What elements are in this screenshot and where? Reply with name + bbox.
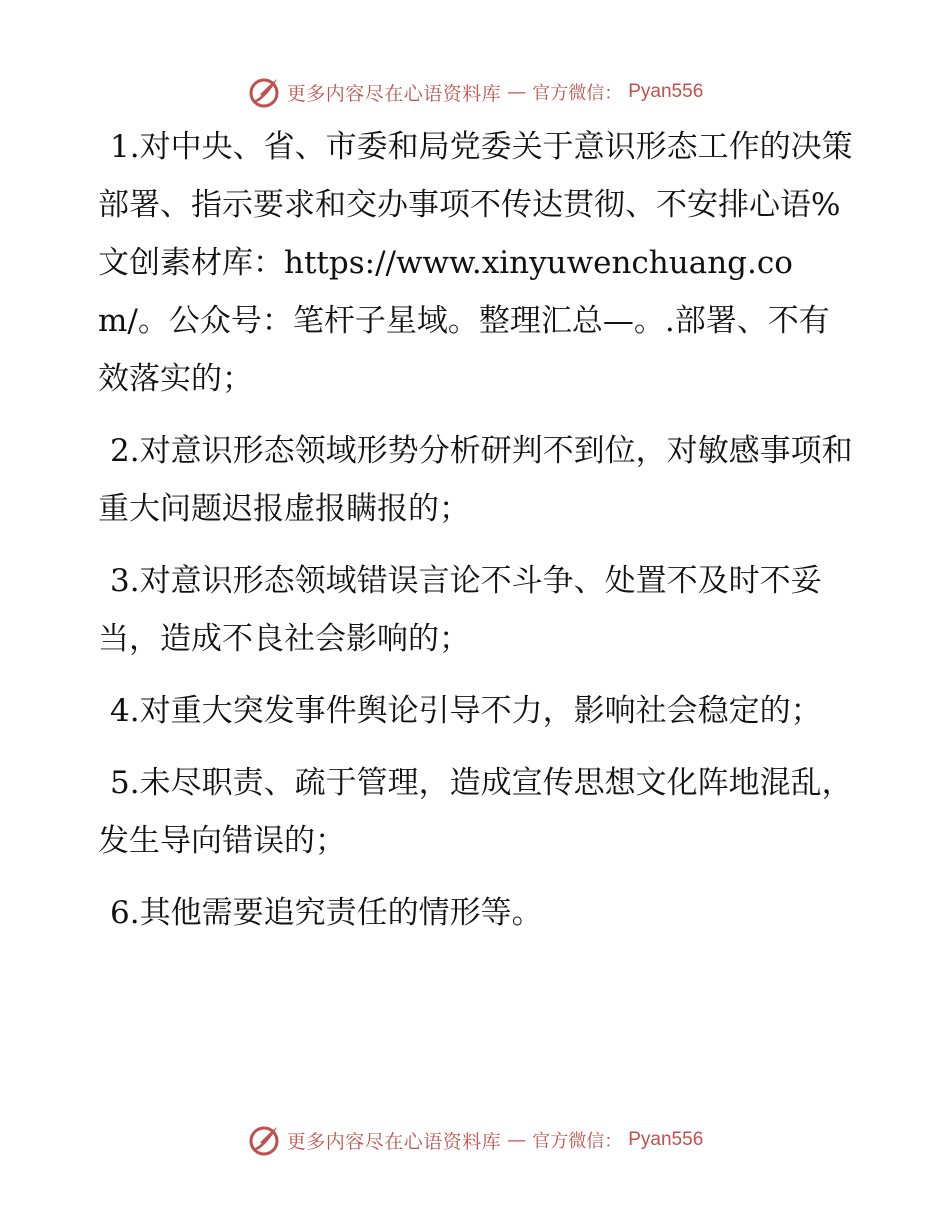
document-body — [98, 118, 858, 956]
banner-wechat-label: 官方微信： — [532, 1131, 623, 1152]
list-item: 6.其他需要追究责任的情形等。 — [110, 895, 543, 931]
list-item: 5.未尽职责、疏于管理，造成宣传思想文化阵地混乱，发生导向错误的； — [98, 765, 853, 859]
quill-logo-icon — [247, 75, 281, 109]
list-item: 4.对重大突发事件舆论引导不力，影响社会稳定的； — [110, 693, 822, 729]
banner-slogan: 更多内容尽在心语资料库 — [286, 1130, 502, 1153]
banner-wechat-id: Pyan556 — [628, 1129, 704, 1150]
header-banner — [0, 70, 950, 114]
banner-slogan: 更多内容尽在心语资料库 — [286, 82, 502, 105]
banner-separator: — — [507, 81, 527, 103]
list-item: 2.对意识形态领域形势分析研判不到位，对敏感事项和重大问题迟报虚报瞒报的； — [98, 433, 853, 527]
banner-wechat-label: 官方微信： — [532, 83, 623, 104]
quill-logo-icon — [247, 1123, 281, 1157]
list-item: 3.对意识形态领域错误言论不斗争、处置不及时不妥当，造成不良社会影响的； — [98, 563, 822, 657]
footer-banner — [0, 1118, 950, 1162]
banner-separator: — — [507, 1129, 527, 1151]
list-item: 1.对中央、省、市委和局党委关于意识形态工作的决策部署、指示要求和交办事项不传达贯彻、不安排心语%文创素材库：https://www.xinyuwenchuang.com/。公众号：笔杆子星域。整理汇总—。.部署、不有效落实的； — [98, 129, 853, 397]
banner-wechat-id: Pyan556 — [628, 81, 704, 102]
